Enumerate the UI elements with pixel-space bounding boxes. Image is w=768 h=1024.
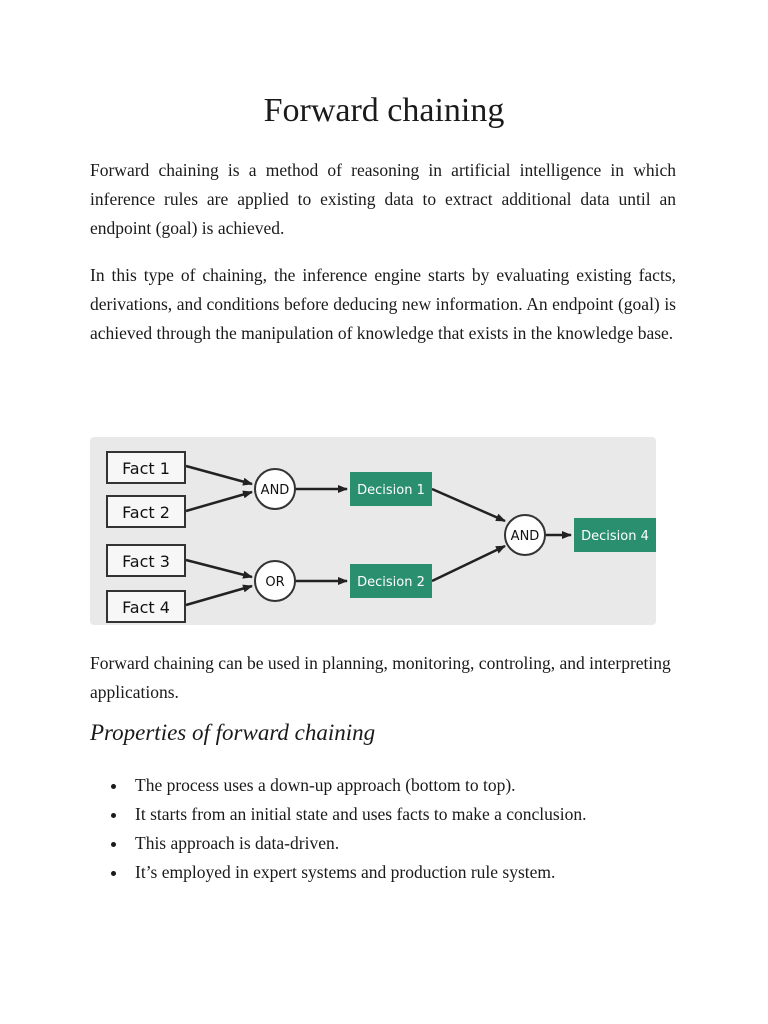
list-item	[90, 771, 690, 800]
and-node-1-label: AND	[260, 483, 290, 498]
edge-fact4-or	[186, 586, 252, 605]
decision-label-1: Decision 1	[357, 483, 425, 498]
fact-box-3	[107, 545, 185, 576]
list-item	[90, 800, 690, 829]
and-node-1	[255, 469, 295, 509]
list-item-text: It’s employed in expert systems and production rule system.	[135, 862, 556, 882]
list-item-text: The process uses a down-up approach (bottom to top).	[135, 775, 516, 795]
properties-heading: Properties of forward chaining	[90, 720, 376, 745]
edge-fact3-or	[186, 560, 252, 577]
fact-label-2: Fact 2	[122, 503, 170, 522]
edge-fact1-and	[186, 466, 252, 484]
fact-label-1: Fact 1	[122, 459, 170, 478]
bullet-dot-icon	[111, 813, 116, 818]
edge-fact2-and	[186, 492, 252, 511]
fact-box-2	[107, 496, 185, 527]
bullet-dot-icon	[111, 871, 116, 876]
page-title: Forward chaining	[263, 92, 505, 129]
forward-chaining-diagram	[90, 437, 656, 625]
list-item	[90, 858, 690, 887]
properties-list	[90, 771, 690, 887]
or-node-label: OR	[265, 575, 285, 590]
fact-box-1	[107, 452, 185, 483]
list-item-text: It starts from an initial state and uses facts to make a conclusion.	[135, 804, 587, 824]
list-item	[90, 829, 690, 858]
edge-decision2-and	[432, 546, 505, 581]
fact-label-3: Fact 3	[122, 552, 170, 571]
bullet-dot-icon	[111, 842, 116, 847]
diagram-canvas	[90, 437, 656, 625]
and-node-2	[505, 515, 545, 555]
usage-paragraph: Forward chaining can be used in planning, monitoring, controling, and interpreting applications.	[90, 653, 671, 702]
decision-label-2: Decision 2	[357, 575, 425, 590]
decision-box-4	[574, 518, 656, 552]
decision-box-2	[350, 564, 432, 598]
list-item-text: This approach is data-driven.	[135, 833, 340, 853]
or-node	[255, 561, 295, 601]
intro-paragraph-1: Forward chaining is a method of reasoning in artificial intelligence in which inference rules are applied to existing data to extract additional data until an endpoint (goal) is achieved.	[90, 160, 676, 238]
fact-label-4: Fact 4	[122, 598, 170, 617]
decision-label-4: Decision 4	[581, 529, 649, 544]
edge-decision1-and	[432, 489, 505, 521]
and-node-2-label: AND	[510, 529, 540, 544]
bullet-dot-icon	[111, 784, 116, 789]
decision-box-1	[350, 472, 432, 506]
fact-box-4	[107, 591, 185, 622]
intro-paragraph-2: In this type of chaining, the inference engine starts by evaluating existing facts, derivations, and conditions before deducing new information. An endpoint (goal) is achieved through the manipulation of knowledge that exists in the knowledge base.	[90, 265, 676, 343]
